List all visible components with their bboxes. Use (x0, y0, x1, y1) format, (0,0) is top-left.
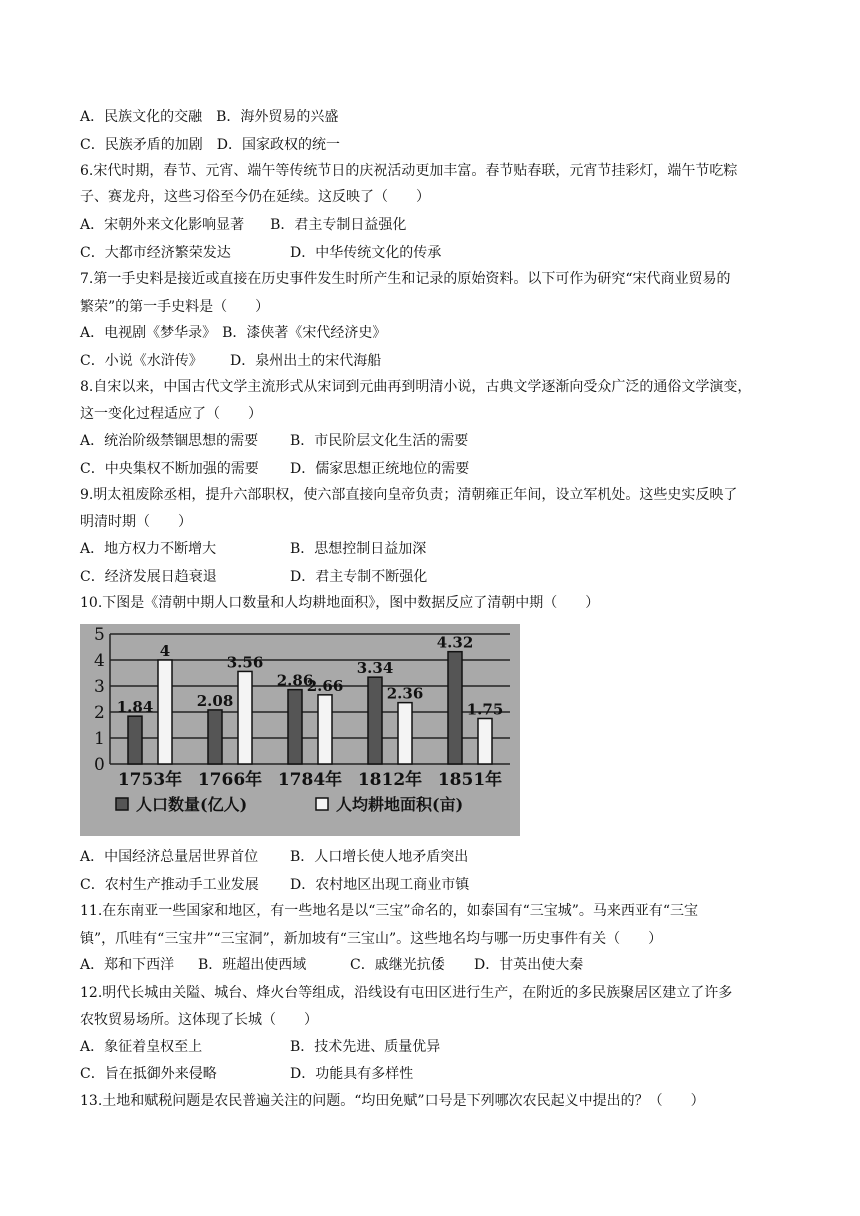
q8-option-b: B．市民阶层文化生活的需要 (290, 433, 469, 449)
q11-options-row (80, 955, 800, 975)
data-label: 2.36 (386, 684, 424, 703)
q9-options-row2 (80, 567, 800, 587)
q9-option-a: A．地方权力不断增大 (80, 541, 217, 557)
q6-options-row1 (80, 215, 800, 235)
q10-stem-line1: 10.下图是《清朝中期人口数量和人均耕地面积》，图中数据反应了清朝中期（ ） (80, 595, 600, 611)
bar-farmland (478, 719, 492, 765)
q9-option-d: D．君主专制不断强化 (290, 569, 428, 585)
q12-option-d: D．功能具有多样性 (290, 1066, 414, 1082)
y-tick-label: 3 (94, 677, 105, 697)
q12-options-row1 (80, 1037, 800, 1057)
q12-options-row2 (80, 1064, 800, 1084)
q9-option-c: C．经济发展日趋衰退 (80, 569, 217, 585)
population-farmland-chart (80, 624, 520, 836)
x-tick-label: 1812年 (357, 770, 423, 790)
legend-swatch-population (116, 798, 128, 810)
q8-option-c: C．中央集权不断加强的需要 (80, 461, 259, 477)
q12-option-a: A．象征着皇权至上 (80, 1039, 203, 1055)
q6-stem-line1: 6.宋代时期，春节、元宵、端午等传统节日的庆祝活动更加丰富。春节贴春联，元宵节挂彩灯，端午节吃粽 (80, 163, 738, 179)
q7-options-row2 (80, 351, 800, 371)
bar-population (128, 716, 142, 764)
chart-svg (80, 624, 520, 836)
q10-options-row1 (80, 847, 800, 867)
q12-stem-line2: 农牧贸易场所。这体现了长城（ ） (80, 1012, 318, 1028)
q7-option-a: A．电视剧《梦华录》 (80, 325, 217, 341)
q7-option-c: C．小说《水浒传》 (80, 353, 203, 369)
q10-option-c: C．农村生产推动手工业发展 (80, 877, 259, 893)
q5-options-row2 (80, 135, 800, 155)
q5-option-d: D．国家政权的统一 (216, 137, 340, 153)
q8-stem-line2: 这一变化过程适应了（ ） (80, 406, 262, 422)
q8-options-row1 (80, 431, 800, 451)
data-label: 2.86 (276, 671, 314, 690)
q9-stem-line1: 9.明太祖废除丞相，提升六部职权，使六部直接向皇帝负责；清朝雍正年间，设立军机处。这些史实反映了 (80, 487, 738, 503)
data-label: 1.84 (116, 698, 154, 717)
bar-farmland (318, 695, 332, 764)
bar-population (288, 690, 302, 764)
q11-option-b: B．班超出使西域 (198, 957, 307, 973)
q7-option-b: B．漆侠著《宋代经济史》 (222, 325, 387, 341)
q12-stem-line1: 12.明代长城由关隘、城台、烽火台等组成，沿线设有屯田区进行生产，在附近的多民族聚居区建立了许多 (80, 985, 733, 1001)
q11-option-d: D．甘英出使大秦 (474, 957, 584, 973)
q8-option-a: A．统治阶级禁锢思想的需要 (80, 433, 259, 449)
bar-farmland (158, 660, 172, 764)
bar-population (448, 652, 462, 764)
data-label: 3.34 (356, 659, 394, 678)
y-tick-label: 0 (94, 755, 105, 775)
q8-options-row2 (80, 459, 800, 479)
bar-population (368, 677, 382, 764)
q11-stem-line2: 镇”，爪哇有“三宝井”“三宝洞”，新加坡有“三宝山”。这些地名均与哪一历史事件有关（ ） (80, 931, 663, 947)
q11-option-a: A．郑和下西洋 (80, 957, 175, 973)
q6-option-c: C．大都市经济繁荣发达 (80, 245, 231, 261)
data-label: 3.56 (226, 653, 264, 672)
q12-option-c: C．旨在抵御外来侵略 (80, 1066, 217, 1082)
y-tick-label: 1 (94, 729, 105, 749)
q6-stem-line2: 子、赛龙舟，这些习俗至今仍在延续。这反映了（ ） (80, 189, 430, 205)
q5-option-c: C．民族矛盾的加剧 (80, 137, 203, 153)
q7-stem-line1: 7.第一手史料是接近或直接在历史事件发生时所产生和记录的原始资料。以下可作为研究“宋代商业贸易的 (80, 271, 731, 287)
x-tick-label: 1784年 (277, 770, 343, 790)
q9-options-row1 (80, 539, 800, 559)
q6-option-a: A．宋朝外来文化影响显著 (80, 217, 245, 233)
q5-option-b: B．海外贸易的兴盛 (216, 109, 339, 125)
data-label: 2.66 (306, 676, 344, 695)
y-tick-label: 5 (94, 625, 105, 645)
y-tick-label: 4 (94, 651, 105, 671)
q8-stem-line1: 8.自宋以来，中国古代文学主流形式从宋词到元曲再到明清小说，古典文学逐渐向受众广泛的通俗文学演变， (80, 379, 752, 395)
bar-farmland (238, 671, 252, 764)
q7-options-row1 (80, 323, 800, 343)
x-tick-label: 1851年 (437, 770, 503, 790)
q8-option-d: D．儒家思想正统地位的需要 (290, 461, 470, 477)
q6-options-row2 (80, 243, 800, 263)
x-tick-label: 1766年 (197, 770, 263, 790)
q10-options-row2 (80, 875, 800, 895)
q10-option-d: D．农村地区出现工商业市镇 (290, 877, 470, 893)
q10-option-b: B．人口增长使人地矛盾突出 (290, 849, 469, 865)
y-tick-label: 2 (94, 703, 105, 723)
q11-option-c: C．戚继光抗倭 (350, 957, 445, 973)
legend-swatch-farmland (316, 798, 328, 810)
q7-stem-line2: 繁荣”的第一手史料是（ ） (80, 299, 270, 315)
legend-label-farmland: 人均耕地面积(亩) (336, 795, 464, 814)
bar-population (208, 710, 222, 764)
q9-option-b: B．思想控制日益加深 (290, 541, 427, 557)
q5-option-a: A．民族文化的交融 (80, 109, 203, 125)
q6-option-b: B．君主专制日益强化 (270, 217, 407, 233)
q13-stem-line1: 13.土地和赋税问题是农民普遍关注的问题。“均田免赋”口号是下列哪次农民起义中提出的？（ ） (80, 1093, 705, 1109)
legend-label-population: 人口数量(亿人) (136, 795, 248, 814)
q9-stem-line2: 明清时期（ ） (80, 514, 192, 530)
q5-options-row1 (80, 107, 800, 127)
bar-farmland (398, 703, 412, 764)
x-tick-label: 1753年 (117, 770, 183, 790)
q10-option-a: A．中国经济总量居世界首位 (80, 849, 259, 865)
data-label: 2.08 (196, 691, 234, 710)
q12-option-b: B．技术先进、质量优异 (290, 1039, 441, 1055)
data-label: 1.75 (466, 700, 504, 719)
q11-stem-line1: 11.在东南亚一些国家和地区，有一些地名是以“三宝”命名的，如泰国有“三宝城”。马来西亚有“三宝 (80, 903, 699, 919)
data-label: 4 (159, 642, 171, 660)
q7-option-d: D．泉州出土的宋代海船 (230, 353, 382, 369)
q6-option-d: D．中华传统文化的传承 (290, 245, 442, 261)
data-label: 4.32 (436, 633, 474, 652)
